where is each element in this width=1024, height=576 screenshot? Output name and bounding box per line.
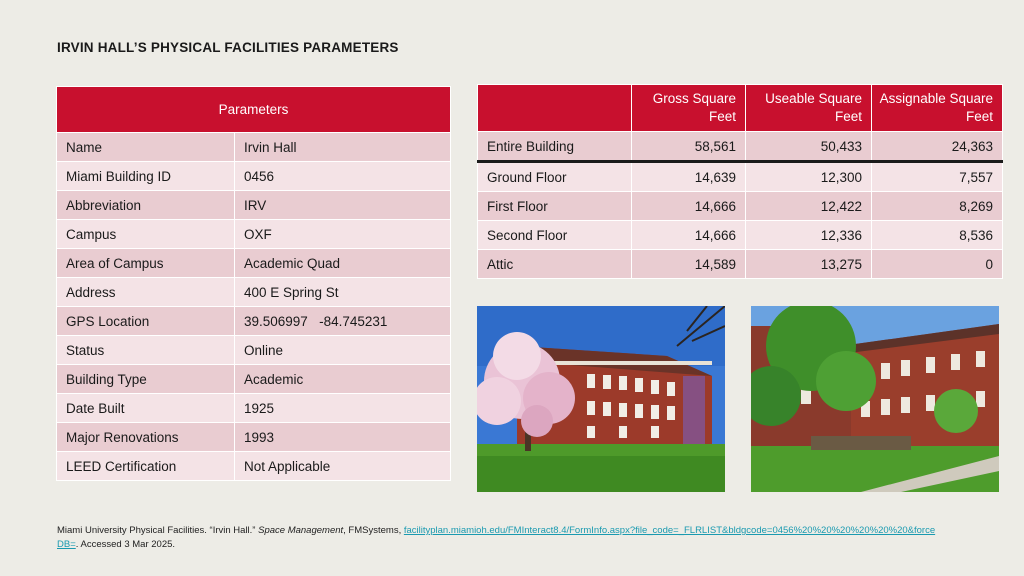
useable-value: 50,433 [746,132,872,162]
gross-value: 58,561 [632,132,746,162]
param-value: IRV [235,191,451,220]
irvin-hall-photo-courtyard [751,306,999,492]
parameters-header: Parameters [57,87,451,133]
citation-middle: , FMSystems, [343,525,404,536]
row-label: Entire Building [478,132,632,162]
gross-value: 14,589 [632,250,746,279]
param-value: 400 E Spring St [235,278,451,307]
citation [57,524,937,552]
table-row [57,249,451,278]
useable-value: 12,300 [746,162,872,192]
param-key: LEED Certification [57,452,235,481]
param-key: GPS Location [57,307,235,336]
param-value: 0456 [235,162,451,191]
param-value: Irvin Hall [235,133,451,162]
row-label: First Floor [478,192,632,221]
useable-value: 12,422 [746,192,872,221]
citation-prefix: Miami University Physical Facilities. “Irvin Hall.” [57,525,259,536]
table-row [57,133,451,162]
citation-source: Space Management [258,525,344,536]
table-row [57,423,451,452]
param-key: Building Type [57,365,235,394]
param-value: Academic Quad [235,249,451,278]
assignable-value: 0 [872,250,1003,279]
assignable-value: 24,363 [872,132,1003,162]
assignable-value: 7,557 [872,162,1003,192]
param-key: Miami Building ID [57,162,235,191]
param-value: 1993 [235,423,451,452]
header-gross: Gross Square Feet [632,85,746,132]
parameters-table [56,86,451,481]
citation-link[interactable]: facilityplan.miamioh.edu/FMInteract8.4/FormInfo.aspx?file_code=_FLRLIST&bldgcode=0456%20%20%20%20%20%20&forceDB= [57,525,936,550]
param-value: 1925 [235,394,451,423]
table-row-entire-building [478,132,1003,162]
table-row [478,250,1003,279]
slide-title: IRVIN HALL’S PHYSICAL FACILITIES PARAMETERS [57,40,399,55]
header-assignable: Assignable Square Feet [872,85,1003,132]
square-feet-table [477,84,1003,279]
table-row [57,336,451,365]
irvin-hall-photo-magnolia [477,306,725,492]
assignable-value: 8,269 [872,192,1003,221]
gross-value: 14,666 [632,192,746,221]
table-row [57,307,451,336]
param-key: Name [57,133,235,162]
header-blank-cell [478,85,632,132]
param-key: Campus [57,220,235,249]
table-row [478,192,1003,221]
param-value: 39.506997 -84.745231 [235,307,451,336]
param-key: Abbreviation [57,191,235,220]
row-label: Ground Floor [478,162,632,192]
gross-value: 14,639 [632,162,746,192]
table-row [57,278,451,307]
table-row [57,452,451,481]
param-key: Date Built [57,394,235,423]
header-useable: Useable Square Feet [746,85,872,132]
table-row [57,220,451,249]
param-value: Academic [235,365,451,394]
table-row [57,365,451,394]
param-value: Not Applicable [235,452,451,481]
row-label: Second Floor [478,221,632,250]
param-key: Major Renovations [57,423,235,452]
param-key: Status [57,336,235,365]
useable-value: 13,275 [746,250,872,279]
table-row [478,221,1003,250]
param-value: OXF [235,220,451,249]
param-key: Address [57,278,235,307]
table-row [57,191,451,220]
useable-value: 12,336 [746,221,872,250]
param-key: Area of Campus [57,249,235,278]
gross-value: 14,666 [632,221,746,250]
row-label: Attic [478,250,632,279]
table-row [57,394,451,423]
citation-suffix: . Accessed 3 Mar 2025. [75,539,176,550]
table-row [478,162,1003,192]
assignable-value: 8,536 [872,221,1003,250]
param-value: Online [235,336,451,365]
table-row [57,162,451,191]
